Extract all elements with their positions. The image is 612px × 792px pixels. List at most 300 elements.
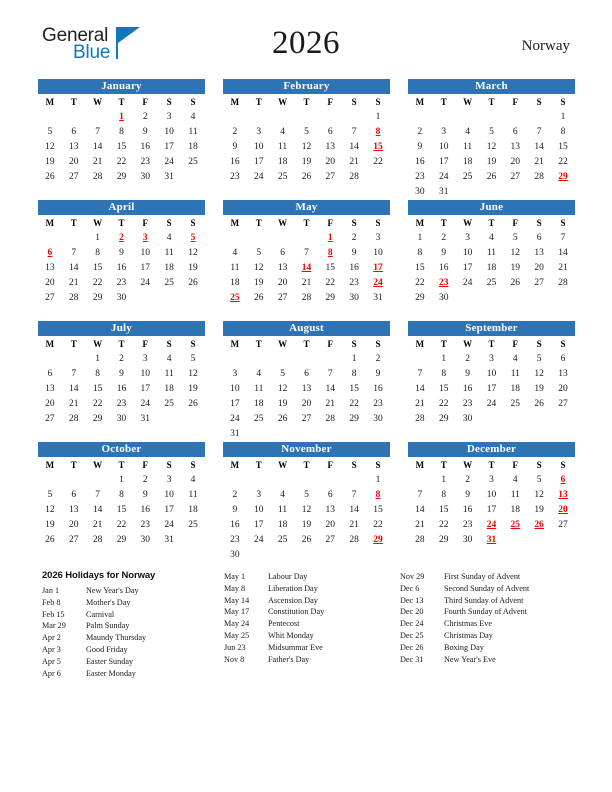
day-cell[interactable]: 3 <box>465 233 470 243</box>
day-cell-holiday[interactable]: 1 <box>327 233 333 243</box>
day-cell[interactable]: 21 <box>92 520 103 530</box>
day-cell[interactable]: 13 <box>325 142 336 152</box>
day-cell[interactable]: 30 <box>116 414 127 424</box>
day-cell[interactable]: 8 <box>119 490 124 500</box>
day-cell[interactable]: 28 <box>92 535 103 545</box>
day-cell[interactable]: 11 <box>164 248 174 258</box>
day-cell[interactable]: 25 <box>277 535 288 545</box>
day-cell[interactable]: 6 <box>71 127 77 137</box>
day-cell[interactable]: 30 <box>415 187 425 197</box>
day-cell[interactable]: 29 <box>439 414 449 424</box>
day-cell[interactable]: 2 <box>119 354 124 364</box>
day-cell[interactable]: 1 <box>119 475 124 485</box>
day-cell[interactable]: 16 <box>116 263 127 273</box>
day-cell[interactable]: 6 <box>71 490 77 500</box>
day-cell[interactable]: 11 <box>230 263 240 273</box>
day-cell[interactable]: 21 <box>301 278 312 288</box>
day-cell[interactable]: 14 <box>325 384 336 394</box>
day-cell[interactable]: 17 <box>140 263 151 273</box>
day-cell[interactable]: 20 <box>558 384 568 394</box>
day-cell[interactable]: 22 <box>92 399 103 409</box>
day-cell[interactable]: 22 <box>373 157 383 167</box>
day-cell[interactable]: 11 <box>254 384 264 394</box>
day-cell[interactable]: 25 <box>254 414 264 424</box>
day-cell[interactable]: 12 <box>45 505 55 515</box>
day-cell[interactable]: 19 <box>301 157 312 167</box>
day-cell[interactable]: 8 <box>95 248 100 258</box>
day-cell[interactable]: 19 <box>277 399 288 409</box>
day-cell-holiday[interactable]: 8 <box>375 490 381 500</box>
day-cell[interactable]: 26 <box>254 293 264 303</box>
day-cell[interactable]: 30 <box>439 293 449 303</box>
day-cell[interactable]: 22 <box>92 278 103 288</box>
day-cell[interactable]: 18 <box>188 505 198 515</box>
day-cell[interactable]: 12 <box>301 142 312 152</box>
day-cell[interactable]: 30 <box>140 535 151 545</box>
day-cell[interactable]: 17 <box>439 157 449 167</box>
day-cell[interactable]: 23 <box>230 535 240 545</box>
day-cell[interactable]: 26 <box>301 535 312 545</box>
day-cell[interactable]: 16 <box>349 263 359 273</box>
day-cell[interactable]: 22 <box>415 278 425 288</box>
day-cell[interactable]: 31 <box>164 172 174 182</box>
day-cell[interactable]: 19 <box>486 157 497 167</box>
day-cell[interactable]: 23 <box>349 278 359 288</box>
day-cell[interactable]: 21 <box>349 520 359 530</box>
day-cell[interactable]: 26 <box>188 278 198 288</box>
day-cell[interactable]: 9 <box>417 142 423 152</box>
day-cell[interactable]: 7 <box>560 233 566 243</box>
day-cell[interactable]: 9 <box>232 142 238 152</box>
day-cell[interactable]: 28 <box>534 172 544 182</box>
day-cell[interactable]: 6 <box>512 127 518 137</box>
day-cell[interactable]: 17 <box>164 142 174 152</box>
day-cell[interactable]: 17 <box>140 384 151 394</box>
day-cell[interactable]: 13 <box>45 263 55 273</box>
day-cell[interactable]: 16 <box>230 157 240 167</box>
day-cell-holiday[interactable]: 29 <box>373 535 383 545</box>
day-cell[interactable]: 24 <box>140 278 151 288</box>
day-cell[interactable]: 1 <box>351 354 357 364</box>
day-cell[interactable]: 12 <box>534 490 544 500</box>
day-cell[interactable]: 10 <box>254 142 264 152</box>
day-cell-holiday[interactable]: 14 <box>301 263 312 273</box>
day-cell[interactable]: 14 <box>69 263 79 273</box>
day-cell[interactable]: 31 <box>373 293 383 303</box>
day-cell[interactable]: 22 <box>558 157 568 167</box>
day-cell-holiday[interactable]: 8 <box>375 127 381 137</box>
day-cell[interactable]: 4 <box>190 475 196 485</box>
day-cell[interactable]: 26 <box>510 278 521 288</box>
day-cell[interactable]: 25 <box>164 278 174 288</box>
day-cell[interactable]: 24 <box>254 535 264 545</box>
day-cell[interactable]: 6 <box>47 369 53 379</box>
day-cell[interactable]: 22 <box>116 157 127 167</box>
day-cell[interactable]: 6 <box>327 490 333 500</box>
day-cell[interactable]: 3 <box>441 127 447 137</box>
day-cell[interactable]: 30 <box>116 293 127 303</box>
day-cell[interactable]: 4 <box>190 112 196 122</box>
day-cell[interactable]: 2 <box>465 354 470 364</box>
day-cell[interactable]: 28 <box>415 414 425 424</box>
day-cell[interactable]: 27 <box>558 520 568 530</box>
day-cell[interactable]: 18 <box>254 399 264 409</box>
day-cell[interactable]: 9 <box>375 369 381 379</box>
day-cell[interactable]: 31 <box>164 535 174 545</box>
day-cell[interactable]: 31 <box>230 429 240 439</box>
day-cell[interactable]: 4 <box>256 369 262 379</box>
day-cell[interactable]: 16 <box>140 142 151 152</box>
day-cell[interactable]: 4 <box>512 475 518 485</box>
day-cell[interactable]: 21 <box>558 263 568 273</box>
day-cell[interactable]: 20 <box>325 520 336 530</box>
day-cell[interactable]: 26 <box>486 172 497 182</box>
day-cell[interactable]: 19 <box>534 384 544 394</box>
day-cell[interactable]: 11 <box>510 369 520 379</box>
day-cell[interactable]: 27 <box>325 172 336 182</box>
day-cell[interactable]: 5 <box>304 490 309 500</box>
day-cell[interactable]: 21 <box>69 399 79 409</box>
day-cell[interactable]: 19 <box>188 263 198 273</box>
day-cell[interactable]: 18 <box>277 157 288 167</box>
day-cell[interactable]: 19 <box>301 520 312 530</box>
day-cell[interactable]: 30 <box>349 293 359 303</box>
day-cell[interactable]: 6 <box>327 127 333 137</box>
day-cell-holiday[interactable]: 8 <box>327 248 333 258</box>
day-cell[interactable]: 9 <box>232 505 238 515</box>
day-cell[interactable]: 16 <box>439 263 449 273</box>
day-cell[interactable]: 7 <box>351 490 357 500</box>
day-cell[interactable]: 26 <box>534 399 544 409</box>
day-cell[interactable]: 10 <box>462 248 473 258</box>
day-cell[interactable]: 2 <box>417 127 423 137</box>
day-cell[interactable]: 18 <box>486 263 497 273</box>
day-cell[interactable]: 3 <box>232 369 238 379</box>
day-cell[interactable]: 3 <box>142 354 148 364</box>
day-cell[interactable]: 7 <box>327 369 333 379</box>
day-cell[interactable]: 12 <box>277 384 288 394</box>
day-cell[interactable]: 10 <box>439 142 449 152</box>
day-cell[interactable]: 24 <box>164 520 174 530</box>
day-cell[interactable]: 30 <box>140 172 151 182</box>
day-cell[interactable]: 21 <box>349 157 359 167</box>
day-cell[interactable]: 6 <box>560 354 566 364</box>
day-cell[interactable]: 9 <box>142 127 148 137</box>
day-cell[interactable]: 20 <box>69 520 79 530</box>
day-cell[interactable]: 15 <box>349 384 359 394</box>
day-cell[interactable]: 29 <box>415 293 425 303</box>
day-cell[interactable]: 16 <box>116 384 127 394</box>
day-cell[interactable]: 18 <box>188 142 198 152</box>
day-cell[interactable]: 24 <box>254 172 264 182</box>
day-cell[interactable]: 12 <box>188 248 198 258</box>
day-cell[interactable]: 8 <box>441 369 447 379</box>
day-cell[interactable]: 20 <box>277 278 288 288</box>
day-cell[interactable]: 22 <box>439 520 449 530</box>
day-cell[interactable]: 14 <box>349 505 359 515</box>
day-cell[interactable]: 10 <box>140 248 151 258</box>
day-cell[interactable]: 15 <box>439 505 449 515</box>
day-cell[interactable]: 19 <box>254 278 264 288</box>
day-cell[interactable]: 27 <box>45 414 55 424</box>
day-cell[interactable]: 1 <box>560 112 566 122</box>
day-cell[interactable]: 24 <box>140 399 151 409</box>
day-cell[interactable]: 16 <box>373 384 383 394</box>
day-cell[interactable]: 17 <box>254 520 264 530</box>
day-cell[interactable]: 24 <box>230 414 240 424</box>
day-cell[interactable]: 21 <box>534 157 544 167</box>
day-cell[interactable]: 14 <box>349 142 359 152</box>
day-cell[interactable]: 12 <box>188 369 198 379</box>
day-cell[interactable]: 11 <box>278 505 288 515</box>
day-cell[interactable]: 14 <box>92 142 103 152</box>
day-cell[interactable]: 1 <box>95 233 100 243</box>
day-cell-holiday[interactable]: 5 <box>190 233 196 243</box>
day-cell[interactable]: 25 <box>462 172 473 182</box>
day-cell[interactable]: 19 <box>45 520 55 530</box>
day-cell[interactable]: 29 <box>349 414 359 424</box>
day-cell[interactable]: 23 <box>462 399 473 409</box>
day-cell-holiday[interactable]: 20 <box>558 505 568 515</box>
day-cell[interactable]: 23 <box>415 172 425 182</box>
day-cell[interactable]: 17 <box>254 157 264 167</box>
day-cell[interactable]: 10 <box>164 490 174 500</box>
day-cell-holiday[interactable]: 25 <box>230 293 240 303</box>
day-cell[interactable]: 3 <box>166 475 172 485</box>
day-cell[interactable]: 12 <box>534 369 544 379</box>
day-cell[interactable]: 7 <box>71 248 77 258</box>
day-cell[interactable]: 9 <box>465 490 470 500</box>
day-cell[interactable]: 18 <box>164 263 174 273</box>
day-cell[interactable]: 13 <box>534 248 544 258</box>
day-cell[interactable]: 2 <box>142 112 148 122</box>
day-cell[interactable]: 30 <box>462 414 473 424</box>
day-cell[interactable]: 26 <box>301 172 312 182</box>
day-cell-holiday[interactable]: 1 <box>119 112 124 122</box>
day-cell[interactable]: 25 <box>164 399 174 409</box>
day-cell[interactable]: 14 <box>534 142 544 152</box>
day-cell[interactable]: 11 <box>510 490 520 500</box>
day-cell[interactable]: 20 <box>510 157 521 167</box>
day-cell[interactable]: 12 <box>301 505 312 515</box>
day-cell[interactable]: 14 <box>415 384 425 394</box>
day-cell[interactable]: 9 <box>142 490 148 500</box>
day-cell[interactable]: 19 <box>188 384 198 394</box>
day-cell[interactable]: 11 <box>164 369 174 379</box>
day-cell[interactable]: 11 <box>486 248 497 258</box>
day-cell[interactable]: 25 <box>486 278 497 288</box>
day-cell[interactable]: 8 <box>560 127 566 137</box>
day-cell[interactable]: 8 <box>441 490 447 500</box>
day-cell[interactable]: 13 <box>69 505 79 515</box>
day-cell[interactable]: 3 <box>489 354 494 364</box>
day-cell[interactable]: 3 <box>166 112 172 122</box>
day-cell[interactable]: 22 <box>349 399 359 409</box>
day-cell[interactable]: 21 <box>92 157 103 167</box>
day-cell[interactable]: 21 <box>69 278 79 288</box>
day-cell[interactable]: 25 <box>188 520 198 530</box>
day-cell[interactable]: 21 <box>415 399 425 409</box>
day-cell[interactable]: 15 <box>325 263 336 273</box>
day-cell[interactable]: 17 <box>486 384 497 394</box>
day-cell[interactable]: 24 <box>439 172 449 182</box>
day-cell[interactable]: 23 <box>230 172 240 182</box>
day-cell[interactable]: 17 <box>486 505 497 515</box>
day-cell[interactable]: 2 <box>441 233 447 243</box>
day-cell[interactable]: 8 <box>351 369 357 379</box>
day-cell[interactable]: 2 <box>142 475 148 485</box>
day-cell-holiday[interactable]: 6 <box>560 475 566 485</box>
day-cell[interactable]: 27 <box>301 414 312 424</box>
day-cell[interactable]: 20 <box>325 157 336 167</box>
day-cell[interactable]: 11 <box>278 142 288 152</box>
day-cell[interactable]: 29 <box>116 172 127 182</box>
day-cell[interactable]: 13 <box>510 142 521 152</box>
day-cell[interactable]: 1 <box>95 354 100 364</box>
day-cell[interactable]: 4 <box>489 233 494 243</box>
day-cell[interactable]: 1 <box>417 233 423 243</box>
day-cell[interactable]: 12 <box>510 248 521 258</box>
day-cell[interactable]: 22 <box>439 399 449 409</box>
day-cell[interactable]: 18 <box>510 384 521 394</box>
day-cell[interactable]: 5 <box>304 127 309 137</box>
day-cell[interactable]: 3 <box>375 233 381 243</box>
day-cell[interactable]: 7 <box>71 369 77 379</box>
day-cell[interactable]: 15 <box>116 505 127 515</box>
day-cell[interactable]: 28 <box>349 172 359 182</box>
day-cell-holiday[interactable]: 3 <box>142 233 148 243</box>
day-cell[interactable]: 27 <box>510 172 521 182</box>
day-cell[interactable]: 21 <box>415 520 425 530</box>
day-cell[interactable]: 23 <box>140 157 151 167</box>
day-cell[interactable]: 4 <box>280 490 285 500</box>
day-cell[interactable]: 5 <box>489 127 494 137</box>
day-cell[interactable]: 14 <box>92 505 103 515</box>
day-cell[interactable]: 4 <box>232 248 238 258</box>
day-cell[interactable]: 9 <box>441 248 447 258</box>
day-cell[interactable]: 1 <box>375 475 381 485</box>
day-cell[interactable]: 15 <box>92 384 103 394</box>
day-cell[interactable]: 28 <box>558 278 568 288</box>
day-cell[interactable]: 10 <box>486 369 497 379</box>
day-cell[interactable]: 2 <box>232 127 238 137</box>
day-cell-holiday[interactable]: 23 <box>439 278 449 288</box>
day-cell[interactable]: 2 <box>351 233 357 243</box>
day-cell[interactable]: 18 <box>277 520 288 530</box>
day-cell[interactable]: 27 <box>277 293 288 303</box>
day-cell[interactable]: 5 <box>47 127 53 137</box>
day-cell[interactable]: 18 <box>164 384 174 394</box>
day-cell[interactable]: 4 <box>166 233 172 243</box>
day-cell[interactable]: 25 <box>510 399 521 409</box>
day-cell[interactable]: 17 <box>164 505 174 515</box>
day-cell[interactable]: 12 <box>45 142 55 152</box>
day-cell-holiday[interactable]: 24 <box>373 278 383 288</box>
day-cell[interactable]: 1 <box>441 354 447 364</box>
day-cell[interactable]: 1 <box>375 112 381 122</box>
day-cell[interactable]: 7 <box>304 248 309 258</box>
day-cell[interactable]: 28 <box>325 414 336 424</box>
day-cell[interactable]: 20 <box>45 399 55 409</box>
day-cell[interactable]: 24 <box>164 157 174 167</box>
day-cell[interactable]: 2 <box>465 475 470 485</box>
day-cell[interactable]: 20 <box>301 399 312 409</box>
day-cell[interactable]: 11 <box>188 490 198 500</box>
day-cell-holiday[interactable]: 15 <box>373 142 383 152</box>
day-cell[interactable]: 13 <box>301 384 312 394</box>
day-cell[interactable]: 20 <box>69 157 79 167</box>
day-cell[interactable]: 22 <box>325 278 336 288</box>
day-cell[interactable]: 9 <box>465 369 470 379</box>
day-cell[interactable]: 4 <box>465 127 470 137</box>
day-cell[interactable]: 3 <box>256 127 262 137</box>
day-cell[interactable]: 28 <box>301 293 312 303</box>
day-cell-holiday[interactable]: 2 <box>119 233 124 243</box>
day-cell[interactable]: 6 <box>304 369 309 379</box>
day-cell[interactable]: 10 <box>164 127 174 137</box>
day-cell[interactable]: 16 <box>462 505 473 515</box>
day-cell[interactable]: 24 <box>486 399 497 409</box>
day-cell[interactable]: 11 <box>463 142 473 152</box>
day-cell[interactable]: 27 <box>534 278 544 288</box>
day-cell[interactable]: 5 <box>280 369 285 379</box>
day-cell[interactable]: 10 <box>230 384 240 394</box>
day-cell[interactable]: 10 <box>373 248 383 258</box>
day-cell[interactable]: 23 <box>373 399 383 409</box>
day-cell[interactable]: 31 <box>140 414 151 424</box>
day-cell[interactable]: 14 <box>558 248 568 258</box>
day-cell[interactable]: 26 <box>188 399 198 409</box>
day-cell[interactable]: 23 <box>116 399 127 409</box>
day-cell[interactable]: 29 <box>439 535 449 545</box>
day-cell[interactable]: 13 <box>69 142 79 152</box>
day-cell[interactable]: 23 <box>140 520 151 530</box>
day-cell[interactable]: 12 <box>486 142 497 152</box>
day-cell[interactable]: 5 <box>190 354 196 364</box>
day-cell-holiday[interactable]: 25 <box>510 520 521 530</box>
day-cell[interactable]: 22 <box>116 520 127 530</box>
day-cell-holiday[interactable]: 17 <box>373 263 383 273</box>
day-cell[interactable]: 7 <box>351 127 357 137</box>
day-cell[interactable]: 7 <box>417 490 423 500</box>
day-cell[interactable]: 22 <box>373 520 383 530</box>
day-cell[interactable]: 4 <box>166 354 172 364</box>
day-cell[interactable]: 19 <box>45 157 55 167</box>
day-cell[interactable]: 5 <box>47 490 53 500</box>
day-cell[interactable]: 30 <box>230 550 240 560</box>
day-cell[interactable]: 16 <box>462 384 473 394</box>
day-cell[interactable]: 30 <box>462 535 473 545</box>
day-cell[interactable]: 15 <box>558 142 568 152</box>
day-cell[interactable]: 23 <box>462 520 473 530</box>
day-cell[interactable]: 9 <box>119 248 124 258</box>
day-cell-holiday[interactable]: 13 <box>558 490 568 500</box>
day-cell[interactable]: 27 <box>45 293 55 303</box>
day-cell[interactable]: 3 <box>256 490 262 500</box>
day-cell[interactable]: 5 <box>256 248 262 258</box>
day-cell[interactable]: 11 <box>188 127 198 137</box>
day-cell[interactable]: 17 <box>462 263 473 273</box>
day-cell[interactable]: 5 <box>536 354 542 364</box>
day-cell[interactable]: 3 <box>489 475 494 485</box>
day-cell[interactable]: 19 <box>534 505 544 515</box>
day-cell[interactable]: 7 <box>95 127 100 137</box>
day-cell[interactable]: 21 <box>325 399 336 409</box>
day-cell[interactable]: 18 <box>462 157 473 167</box>
day-cell[interactable]: 27 <box>325 535 336 545</box>
day-cell-holiday[interactable]: 6 <box>47 248 53 258</box>
day-cell[interactable]: 8 <box>119 127 124 137</box>
